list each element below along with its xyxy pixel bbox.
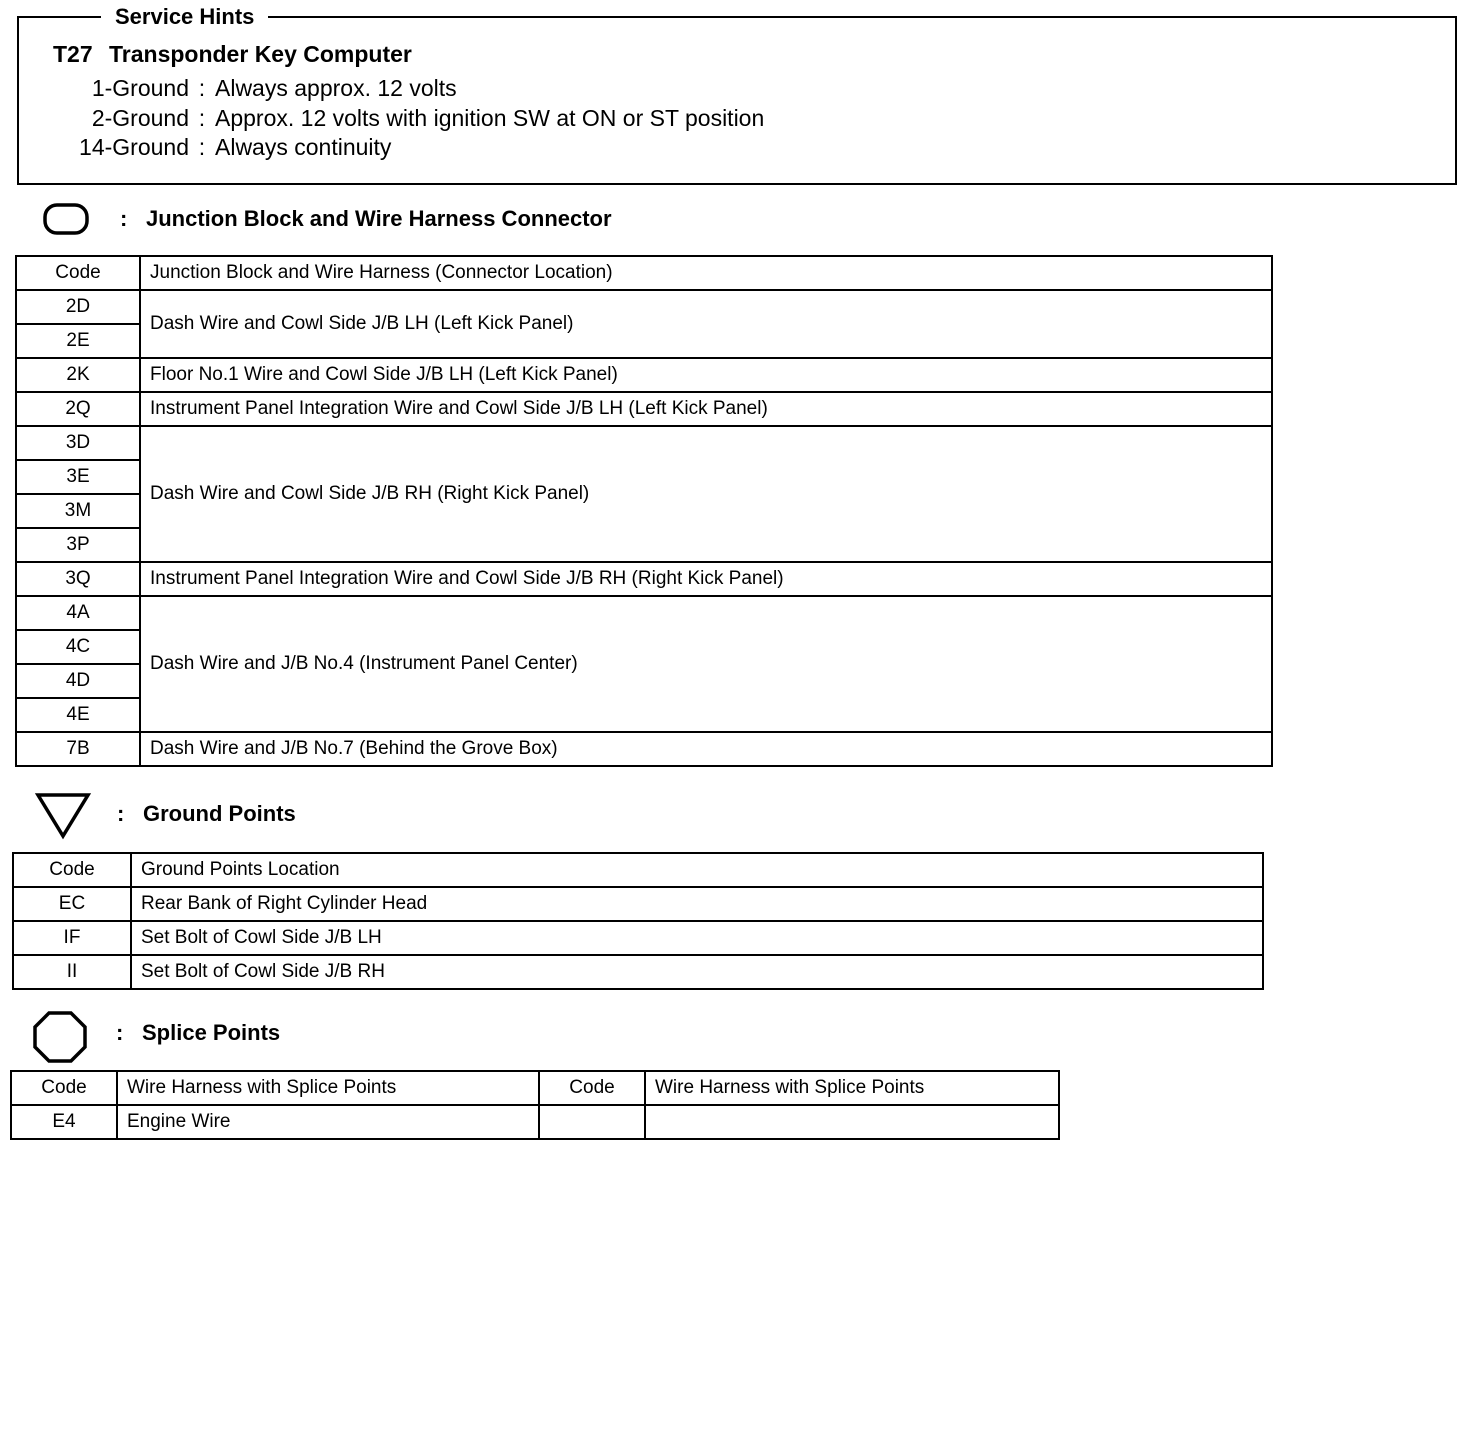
hint-terminal: 14-Ground [79, 134, 189, 160]
row-location: Rear Bank of Right Cylinder Head [131, 887, 1263, 921]
heading-colon: : [120, 206, 128, 231]
hint-text: Always approx. 12 volts [215, 75, 457, 101]
table-row [16, 392, 1272, 426]
hint-text: Always continuity [215, 134, 392, 160]
service-hints-title: Service Hints [101, 4, 268, 30]
row-code: 2D [16, 290, 140, 324]
service-hints-box [17, 4, 1457, 185]
row-location: Set Bolt of Cowl Side J/B LH [131, 921, 1263, 955]
row-code: 4C [16, 630, 140, 664]
row-harness [645, 1105, 1059, 1139]
row-harness: Engine Wire [117, 1105, 539, 1139]
table-header-row [13, 853, 1263, 887]
row-code: IF [13, 921, 131, 955]
row-location: Set Bolt of Cowl Side J/B RH [131, 955, 1263, 989]
row-code: 3M [16, 494, 140, 528]
row-code: 3Q [16, 562, 140, 596]
table-row [16, 562, 1272, 596]
connector-symbol-icon [42, 202, 90, 236]
ground-heading [117, 800, 296, 828]
component-name: Transponder Key Computer [109, 41, 412, 67]
table-row [13, 921, 1263, 955]
hint-separator: : [198, 75, 206, 101]
table-header-row [11, 1071, 1059, 1105]
table-row [11, 1105, 1059, 1139]
row-code: 4E [16, 698, 140, 732]
table-header-row [16, 256, 1272, 290]
splice-heading [116, 1019, 280, 1047]
splice-table [10, 1070, 1060, 1140]
row-code: 4A [16, 596, 140, 630]
row-code: 4D [16, 664, 140, 698]
heading-colon: : [116, 1020, 124, 1045]
row-code: 3D [16, 426, 140, 460]
header-description: Wire Harness with Splice Points [117, 1071, 539, 1105]
row-code: 2Q [16, 392, 140, 426]
table-row [16, 732, 1272, 766]
row-description: Instrument Panel Integration Wire and Cowl Side J/B RH (Right Kick Panel) [140, 562, 1272, 596]
ground-heading-text: Ground Points [143, 801, 296, 826]
component-heading [53, 40, 412, 68]
header-code: Code [13, 853, 131, 887]
ground-triangle-icon [34, 792, 92, 840]
row-description: Instrument Panel Integration Wire and Cowl Side J/B LH (Left Kick Panel) [140, 392, 1272, 426]
row-code: 2K [16, 358, 140, 392]
junction-table [15, 255, 1273, 767]
hint-separator: : [198, 134, 206, 160]
row-code [539, 1105, 645, 1139]
header-description: Wire Harness with Splice Points [645, 1071, 1059, 1105]
hint-terminal: 1-Ground [91, 75, 189, 101]
junction-heading-text: Junction Block and Wire Harness Connector [146, 206, 612, 231]
hint-terminal: 2-Ground [91, 105, 189, 131]
row-code: EC [13, 887, 131, 921]
row-code: 3E [16, 460, 140, 494]
hint-line [19, 133, 391, 161]
row-code: II [13, 955, 131, 989]
hint-line [19, 74, 457, 102]
hint-text: Approx. 12 volts with ignition SW at ON or ST position [215, 105, 765, 131]
header-description: Junction Block and Wire Harness (Connector Location) [140, 256, 1272, 290]
ground-table [12, 852, 1264, 990]
header-code: Code [11, 1071, 117, 1105]
heading-colon: : [117, 801, 125, 826]
row-description: Floor No.1 Wire and Cowl Side J/B LH (Left Kick Panel) [140, 358, 1272, 392]
table-row [16, 426, 1272, 460]
row-code: 7B [16, 732, 140, 766]
table-row [16, 596, 1272, 630]
row-description: Dash Wire and J/B No.4 (Instrument Panel Center) [140, 596, 1272, 732]
row-code: 3P [16, 528, 140, 562]
hint-separator: : [198, 105, 206, 131]
row-code: E4 [11, 1105, 117, 1139]
hint-line [19, 104, 764, 132]
table-row [13, 955, 1263, 989]
table-row [13, 887, 1263, 921]
table-row [16, 290, 1272, 324]
row-code: 2E [16, 324, 140, 358]
junction-heading [120, 205, 612, 233]
header-code: Code [16, 256, 140, 290]
splice-heading-text: Splice Points [142, 1020, 281, 1045]
header-code: Code [539, 1071, 645, 1105]
row-description: Dash Wire and Cowl Side J/B LH (Left Kick Panel) [140, 290, 1272, 358]
header-description: Ground Points Location [131, 853, 1263, 887]
table-row [16, 358, 1272, 392]
row-description: Dash Wire and Cowl Side J/B RH (Right Kick Panel) [140, 426, 1272, 562]
splice-octagon-icon [32, 1010, 88, 1064]
row-description: Dash Wire and J/B No.7 (Behind the Grove Box) [140, 732, 1272, 766]
component-code: T27 [53, 41, 93, 67]
